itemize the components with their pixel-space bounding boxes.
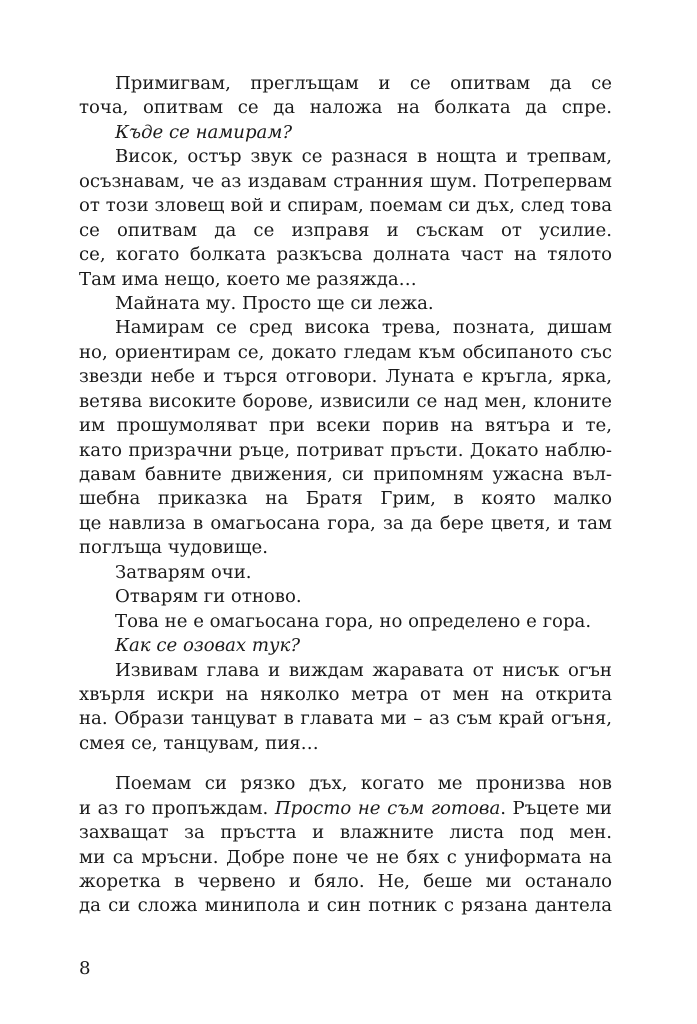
- text-line: хвърля искри на няколко метра от мен на открита: [79, 683, 612, 705]
- text-line: Там има нещо, което ме разяжда…: [79, 268, 417, 290]
- text-line: поглъща чудовище.: [79, 537, 268, 559]
- text-line: звезди небе и търся отговори. Луната е кръгла, ярка,: [79, 366, 612, 388]
- text-line: им прошумоляват при всеки порив на вятъра и те,: [79, 415, 612, 437]
- text-line-italic: Как се озовах тук?: [115, 635, 301, 657]
- text-line: Извивам глава и виждам жаравата от нисък огън: [115, 659, 612, 681]
- text-line: точа, опитвам се да наложа на болката да спре.: [79, 97, 612, 119]
- text-line: Отварям ги отново.: [115, 586, 302, 608]
- text-line: да си сложа минипола и син потник с рязана дантела: [79, 895, 612, 917]
- text-segment: и аз го пропъждам.: [79, 797, 269, 819]
- text-line: но, ориентирам се, докато гледам към обсипаното със: [79, 341, 612, 363]
- text-line: ветява високите борове, извисили се над мен, клоните: [79, 390, 612, 412]
- text-line: це навлиза в омагьосана гора, за да бере цветя, и там: [79, 512, 612, 534]
- text-line: осъзнавам, че аз издавам странния шум. Потрепервам: [79, 170, 612, 192]
- text-line: Висок, остър звук се разнася в нощта и трепвам,: [115, 146, 612, 168]
- text-line: Майната му. Просто ще си лежа.: [115, 292, 434, 314]
- body-text: [79, 72, 612, 919]
- text-line: Затварям очи.: [115, 561, 252, 583]
- text-segment-italic: Просто не съм готова: [274, 797, 501, 819]
- text-line: се опитвам да се изправя и съскам от усилие.: [79, 219, 612, 241]
- text-line: Примигвам, преглъщам и се опитвам да се: [115, 73, 612, 94]
- text-line: давам бавните движения, си припомням ужасна въл-: [79, 464, 612, 485]
- text-line-mixed: [79, 797, 612, 821]
- text-line: жоретка в червено и бяло. Не, беше ми останало: [79, 871, 612, 892]
- page-number: 8: [79, 958, 91, 979]
- text-line: Това не е омагьосана гора, но определено е гора.: [115, 610, 592, 632]
- text-line: като призрачни ръце, потриват пръсти. Докато наблю-: [79, 439, 612, 461]
- text-line: захващат за пръстта и влажните листа под мен.: [79, 822, 612, 844]
- text-line: се, когато болката разкъсва долната част на тялото: [79, 244, 612, 266]
- text-line: Поемам си рязко дъх, когато ме пронизва нов: [115, 773, 612, 795]
- text-line: от този зловещ вой и спирам, поемам си дъх, след това: [79, 195, 612, 217]
- text-segment: . Ръцете ми: [500, 797, 612, 819]
- text-line: ми са мръсни. Добре поне че не бях с униформата на: [79, 846, 612, 868]
- text-line: смея се, танцувам, пия…: [79, 732, 319, 754]
- text-line: Намирам се сред висока трева, позната, дишам: [115, 317, 612, 339]
- text-line: шебна приказка на Братя Грим, в която малко: [79, 488, 612, 510]
- text-line: на. Образи танцуват в главата ми – аз съм край огъня,: [79, 708, 612, 730]
- text-line-italic: Къде се намирам?: [115, 121, 293, 143]
